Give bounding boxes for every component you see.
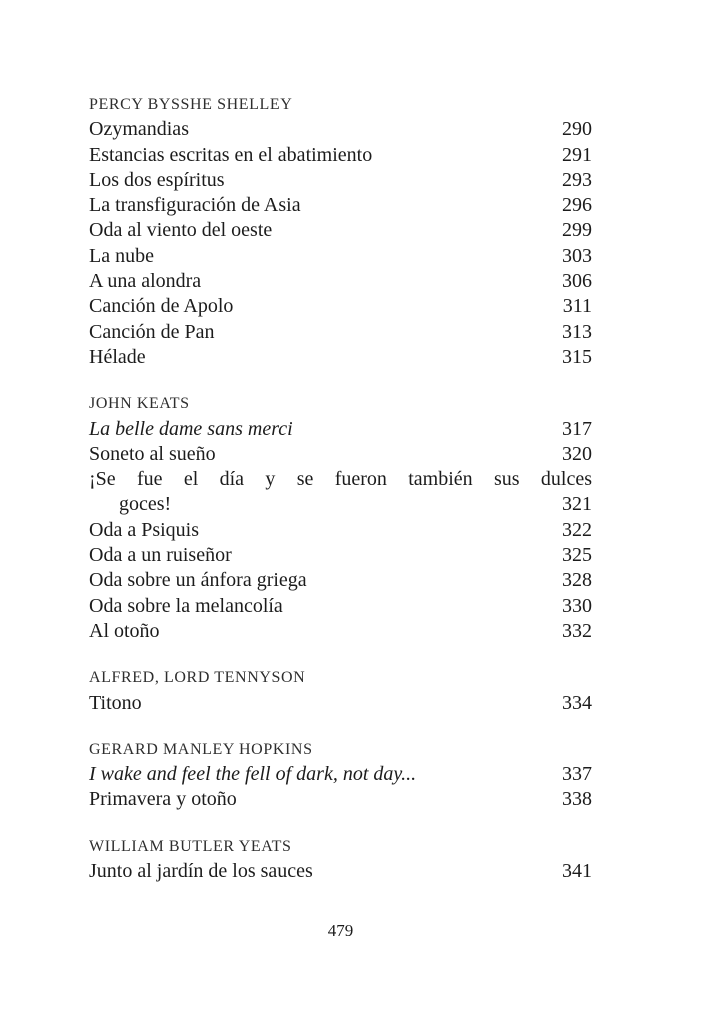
toc-entry-page: 303 [562, 244, 592, 267]
toc-entry-page: 330 [562, 594, 592, 617]
toc-entry-title: Canción de Apolo [89, 295, 234, 318]
toc-entry-page: 334 [562, 691, 592, 714]
toc-entry [89, 218, 592, 243]
toc-entry-page: 291 [562, 143, 592, 166]
toc-entry-title: Oda sobre la melancolía [89, 594, 283, 617]
toc-entry-title: Canción de Pan [89, 320, 215, 343]
toc-entry [89, 787, 592, 812]
toc-entry-page: 315 [562, 345, 592, 368]
toc-entry [89, 244, 592, 269]
toc-entry-title: Hélade [89, 345, 146, 368]
toc-section [89, 665, 592, 716]
toc-entry-page: 341 [562, 860, 592, 883]
toc-entry [89, 859, 592, 884]
toc-entry-title: Estancias escritas en el abatimiento [89, 143, 373, 166]
toc-entry-page: 296 [562, 194, 592, 217]
toc-entry [89, 594, 592, 619]
toc-entry-title: Junto al jardín de los sauces [89, 860, 313, 883]
toc-entry-page: 317 [562, 417, 592, 440]
toc-entry-title: La transfiguración de Asia [89, 194, 301, 217]
toc-entry-page: 328 [562, 569, 592, 592]
toc-entry-page: 306 [562, 270, 592, 293]
toc-entry-page: 325 [562, 544, 592, 567]
toc-entry-title: I wake and feel the fell of dark, not day... [89, 763, 417, 786]
toc-entry-page: 293 [562, 168, 592, 191]
toc-entry-title: Oda al viento del oeste [89, 219, 273, 242]
author-heading: GERARD MANLEY HOPKINS [89, 740, 313, 758]
toc-entry [89, 691, 592, 716]
toc-entry-page: 320 [562, 442, 592, 465]
toc-entry-title: La belle dame sans merci [89, 417, 293, 440]
toc-entry-page: 332 [562, 619, 592, 642]
toc-entry [89, 117, 592, 142]
toc-entry [89, 193, 592, 218]
toc-entry [89, 345, 592, 370]
page-number: 479 [327, 921, 354, 940]
toc-entry-title-line2: goces! [119, 493, 172, 516]
toc-entry-page: 321 [562, 493, 592, 516]
toc-entry [89, 320, 592, 345]
toc-entry-page: 337 [562, 763, 592, 786]
table-of-contents [89, 92, 592, 905]
toc-entry-title: Oda sobre un ánfora griega [89, 569, 307, 592]
toc-entry-page: 299 [562, 219, 592, 242]
toc-entry-title: Primavera y otoño [89, 788, 237, 811]
toc-entry [89, 143, 592, 168]
toc-entry-page: 338 [562, 788, 592, 811]
toc-entry [89, 294, 592, 319]
toc-entry-page: 290 [562, 118, 592, 141]
toc-entry-title: Oda a un ruiseñor [89, 544, 232, 567]
author-heading: WILLIAM BUTLER YEATS [89, 837, 292, 855]
toc-section [89, 92, 592, 370]
toc-entry-page: 322 [562, 518, 592, 541]
toc-entry-title: Oda a Psiquis [89, 518, 199, 541]
toc-entry [89, 168, 592, 193]
toc-entry [89, 568, 592, 593]
toc-section [89, 391, 592, 644]
author-heading: PERCY BYSSHE SHELLEY [89, 96, 293, 113]
author-heading: ALFRED, LORD TENNYSON [89, 669, 306, 687]
toc-entry-page: 313 [562, 320, 592, 343]
toc-entry-title-line1: ¡Se fue el día y se fueron también sus dulces [89, 468, 592, 491]
author-heading: JOHN KEATS [89, 395, 190, 413]
toc-entry-title: Ozymandias [89, 118, 189, 141]
toc-entry [89, 762, 592, 787]
toc-section [89, 737, 592, 813]
toc-entry [89, 467, 592, 518]
toc-entry [89, 543, 592, 568]
toc-entry [89, 619, 592, 644]
toc-entry-title: A una alondra [89, 270, 202, 293]
toc-entry-title: Al otoño [89, 619, 160, 642]
toc-entry-title: Los dos espíritus [89, 168, 225, 191]
toc-entry [89, 269, 592, 294]
toc-entry [89, 518, 592, 543]
toc-entry-title: La nube [89, 244, 154, 267]
toc-entry-title: Soneto al sueño [89, 442, 216, 465]
toc-entry-page: 311 [562, 295, 592, 318]
toc-entry [89, 442, 592, 467]
toc-entry [89, 417, 592, 442]
toc-entry-title: Titono [89, 691, 142, 714]
toc-section [89, 834, 592, 885]
